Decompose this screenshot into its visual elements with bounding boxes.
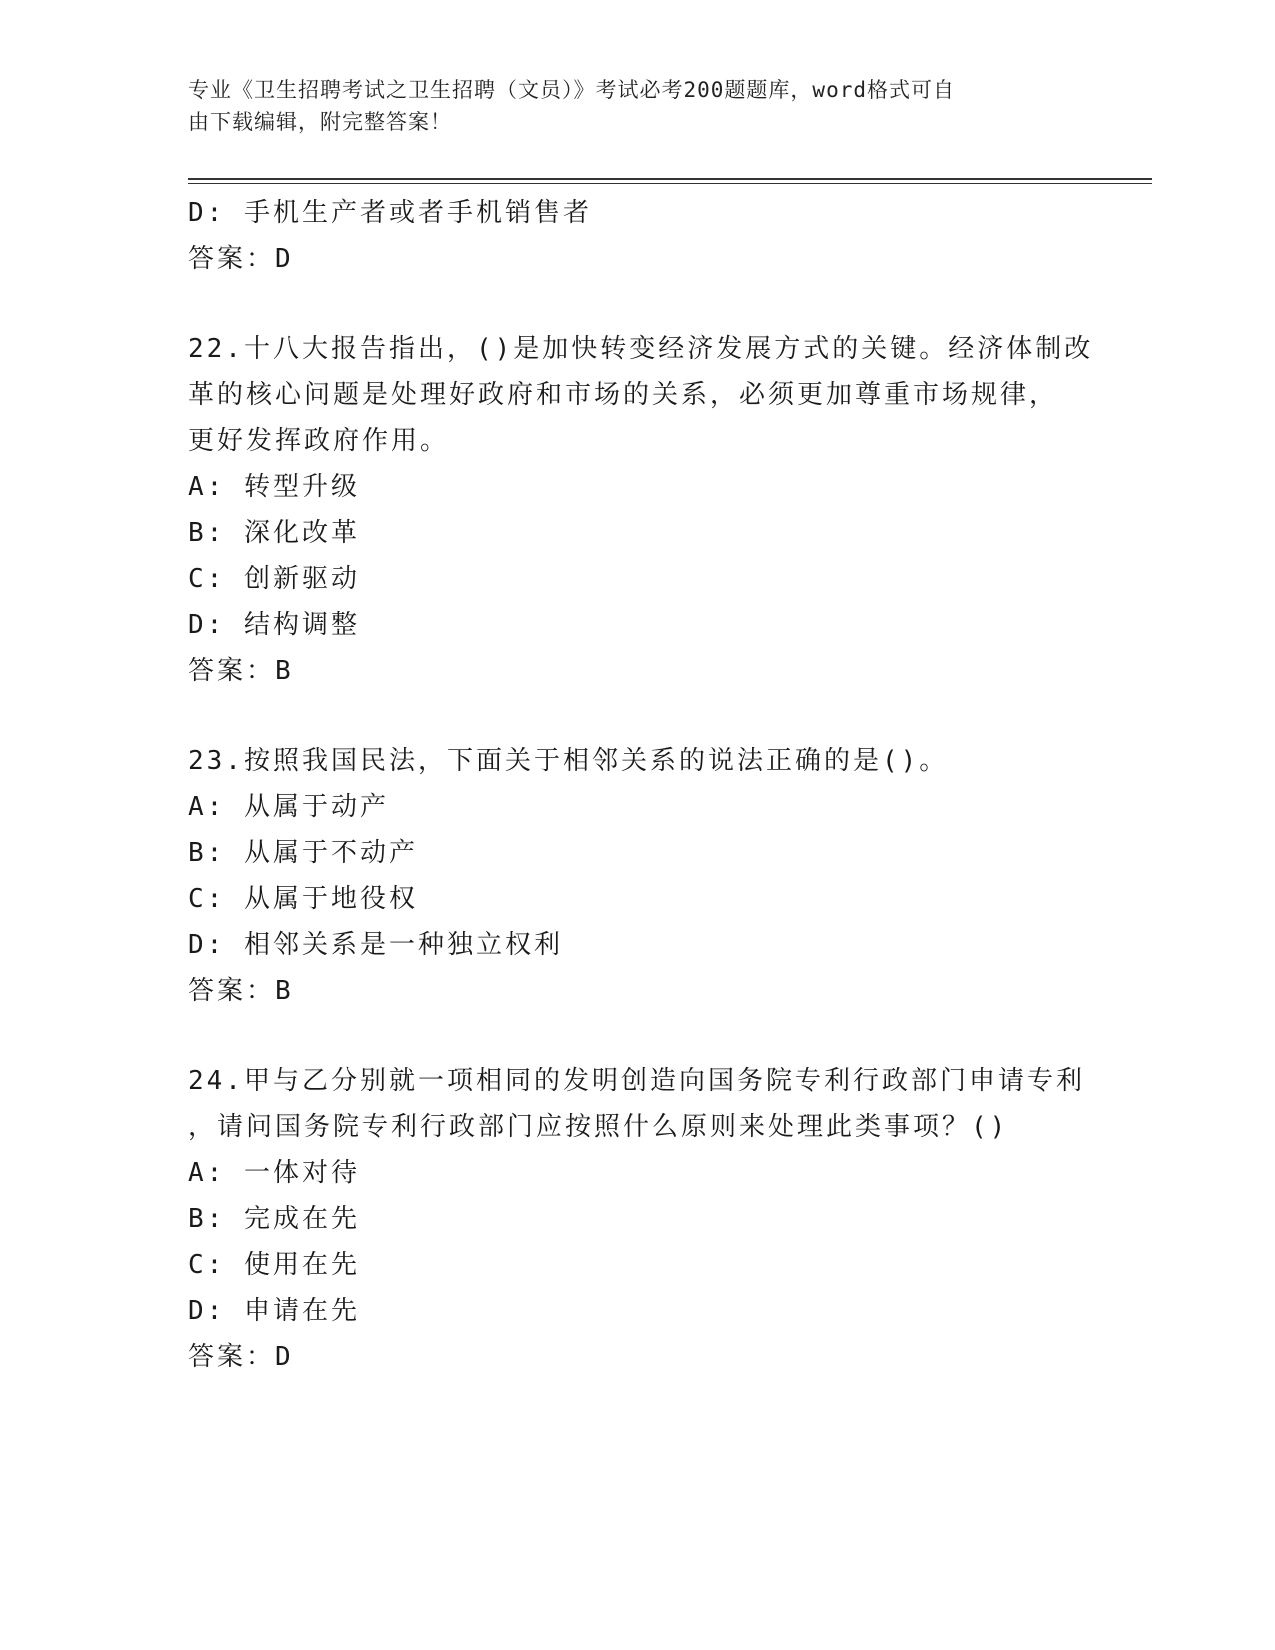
option-d: D: 相邻关系是一种独立权利 (188, 930, 563, 960)
spacer (188, 694, 1088, 738)
question-text-line: ，请问国务院专利行政部门应按照什么原则来处理此类事项？() (188, 1112, 1009, 1142)
spacer (188, 282, 1088, 326)
option-a: A: 转型升级 (188, 472, 360, 502)
option-c: C: 使用在先 (188, 1250, 360, 1280)
answer-line: 答案：D (188, 244, 294, 274)
question-text-line: 24.甲与乙分别就一项相同的发明创造向国务院专利行政部门申请专利 (188, 1066, 1085, 1096)
question-list (188, 190, 1094, 1380)
question-22 (188, 326, 1094, 694)
question-text (188, 738, 1088, 784)
header-divider-thick (188, 178, 1152, 180)
question-text-line: 23.按照我国民法，下面关于相邻关系的说法正确的是()。 (188, 746, 949, 776)
previous-question-tail (188, 190, 1088, 282)
option-b: B: 完成在先 (188, 1204, 360, 1234)
question-text-line: 更好发挥政府作用。 (188, 426, 450, 456)
spacer (188, 1014, 1088, 1058)
question-text (188, 326, 1094, 464)
option-a: A: 一体对待 (188, 1158, 360, 1188)
question-23 (188, 738, 1088, 1014)
answer-line: 答案：D (188, 1342, 294, 1372)
answer-line: 答案：B (188, 976, 294, 1006)
question-text-line: 革的核心问题是处理好政府和市场的关系，必须更加尊重市场规律， (188, 380, 1059, 410)
question-text (188, 1058, 1088, 1150)
answer-line: 答案：B (188, 656, 294, 686)
question-text-line: 22.十八大报告指出，()是加快转变经济发展方式的关键。经济体制改 (188, 334, 1094, 364)
header-line-1: 专业《卫生招聘考试之卫生招聘（文员）》考试必考200题题库，word格式可自 (188, 78, 955, 102)
option-c: C: 从属于地役权 (188, 884, 418, 914)
option-b: B: 深化改革 (188, 518, 360, 548)
option-d: D: 申请在先 (188, 1296, 360, 1326)
option-b: B: 从属于不动产 (188, 838, 418, 868)
option-d: D: 结构调整 (188, 610, 360, 640)
document-header (188, 74, 1068, 138)
header-line-2: 由下载编辑，附完整答案！ (188, 110, 452, 134)
question-24 (188, 1058, 1088, 1380)
header-divider-thin (188, 183, 1152, 184)
option-c: C: 创新驱动 (188, 564, 360, 594)
option-a: A: 从属于动产 (188, 792, 389, 822)
option-d: D: 手机生产者或者手机销售者 (188, 198, 592, 228)
